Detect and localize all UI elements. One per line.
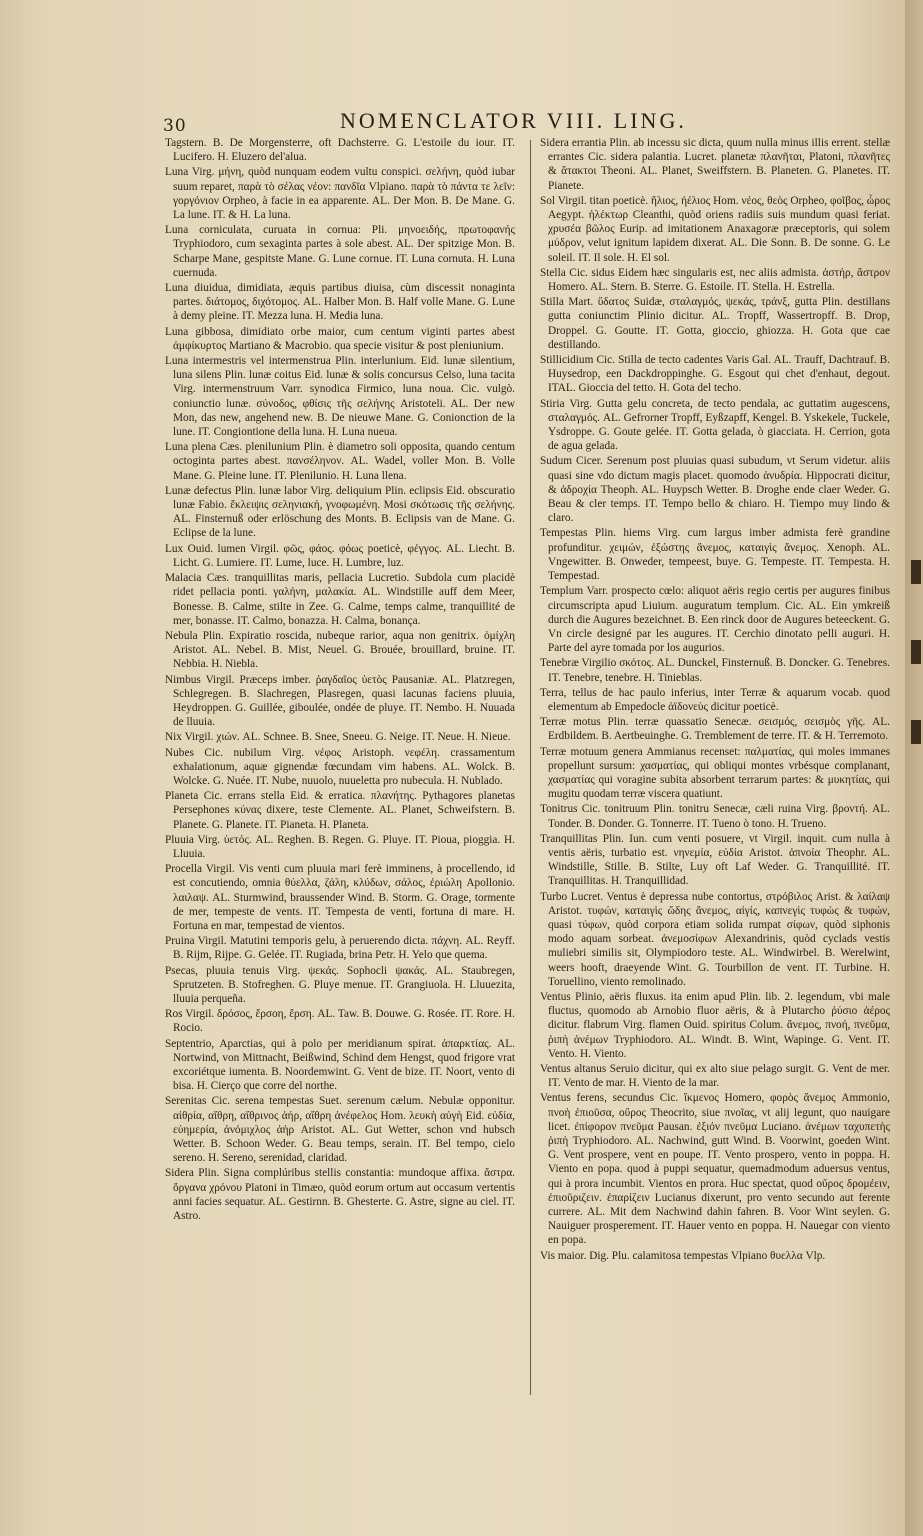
right-entry: Stella Cic. sidus Eidem hæc singularis est, nec aliis admista. ἀστήρ, ἄστρον Homero. AL. Stern. B. Sterre. G. Estoile. IT. Stella. H. Estrella. bbox=[540, 266, 890, 294]
left-entry: Luna intermestris vel intermenstrua Plin. interlunium. Eid. lunæ silentium, luna silens Plin. lunæ coitus Eid. lunæ & solis concursus Celso, luna tacita Virg. intermenstruum Varr. synodica Firmico, luna noua. Cic. vulgò. coniunctio lunæ. σύνοδος, φθίσις τῆς σελήνης Aristoteli. AL. Der new Mon, das new, angehend new. B. De nieuwe Mane. G. Conionction de la lune. IT. Congiontione della luna. H. Luna nueua. bbox=[165, 355, 515, 439]
right-entry: Stiria Virg. Gutta gelu concreta, de tecto pendala, ac guttatim augescens, σταλαγμός. AL. Gefrorner Tropff, Eyßzapff, Kengel. B. Yskekele, Tuckele, Ysdroppe. G. Goute gelée. IT. Gotta gelada, ò giacciata. H. Cerrion, gota de agua gelada. bbox=[540, 397, 890, 453]
left-entry: Nubes Cic. nubilum Virg. νέφος Aristoph. νεφέλη. crassamentum exhalationum, aquæ gignendæ fœcundam vim habens. AL. Wolck. B. Wolcke. G. Nuée. IT. Nube, nuuolo, nuueletta pro nubecula. H. Nublado. bbox=[165, 746, 515, 787]
left-entry: Pruina Virgil. Matutini temporis gelu, à peruerendo dicta. πάχνη. AL. Reyff. B. Rijm, Rijpe. G. Gelée. IT. Rugiada, brina Petr. H. Yelo que quema. bbox=[165, 935, 515, 962]
right-entry: Stilla Mart. ὕδατος Suidæ, σταλαγμός, ψεκάς, τράνξ, gutta Plin. destillans gutta coniunctim Plinio dicitur. AL. Tropff, Wassertropff. B. Drop, Droppel. G. Goutte. IT. Gotta, gioccio, ghiozza. H. Gota que cae destillando. bbox=[540, 296, 890, 351]
left-entry: Malacia Cæs. tranquillitas maris, pellacia Lucretio. Subdola cum placidè ridet pellacia ponti. γαλήνη, μαλακία. AL. Windstille auff dem Meer, Bonesse. B. Calme, stilte in Zee. G. Calme, temps calme, tranquillité de mer, bonasse. IT. Calmo, bonazza. H. Calma, bonança. bbox=[165, 572, 515, 627]
facing-page-letter bbox=[911, 560, 921, 584]
left-entry: Sidera Plin. Signa complúribus stellis constantia: mundoque affixa. ἄστρα. ὄργανα χρόνου Platoni in Timæo, quòd eorum ortum aut occasum vertentis anni facies sequatur. AL. Gestirnn. B. Ghesterte. G. Astre, signe au ciel. IT. Astro. bbox=[165, 1167, 515, 1223]
page-number: 30 bbox=[163, 116, 187, 136]
left-entry: Nimbus Virgil. Præceps imber. ῥαγδαῖος ὑετὸς Pausaniæ. AL. Platzregen, Schlegregen. B. Slachregen, Plasregen, quasi lacunas faciens pluuia, Heydroppen. G. Guillée, giboulée, ondée de pluye. IT. Nembo. H. Nuuada de lluuia. bbox=[165, 673, 515, 729]
facing-page-edge bbox=[905, 0, 923, 1536]
right-entry: Ventus Plinio, aëris fluxus. ita enim apud Plin. lib. 2. legendum, vbi male fluctus, quomodo ab Arnobio fluor aëris, & à Plutarcho ῥύσιο ἀέρος dicitur. flabrum Virg. flamen Ouid. spiritus Colum. ἄνεμος, πνοή, πνεῦμα, ῥιπὴ ἀνέμων Tryphiodoro. AL. Windt. B. Wint, Wapinge. G. Vent. IT. Vento. H. Viento. bbox=[540, 990, 890, 1060]
right-entry: Terræ motus Plin. terræ quassatio Senecæ. σεισμός, σεισμὸς γῆς. AL. Erdbildem. B. Aertbeuinghe. G. Tremblement de terre. IT. & H. Terremoto. bbox=[540, 716, 890, 743]
left-entry: Psecas, pluuia tenuis Virg. ψεκάς. Sophocli ψακάς. AL. Staubregen, Sprutzeten. B. Stofreghen. G. Pluye menue. IT. Grangiuola. H. Lluuezita, lluuia perqueña. bbox=[165, 964, 515, 1005]
right-entry: Sidera errantia Plin. ab incessu sic dicta, quum nulla minus illis errent. stellæ errantes Cic. sidera palantia. Lucret. planetæ πλανῆται, Platoni, πλανῆτες & ἄτακτοι Theoni. AL. Planet, Sweiffstern. B. Planeten. G. Planetes. IT. Pianete. bbox=[540, 137, 890, 192]
right-entry: Vis maior. Dig. Plu. calamitosa tempestas Vlpiano θυελλα Vlp. bbox=[540, 1249, 826, 1262]
left-entry: Nix Virgil. χιών. AL. Schnee. B. Snee, Sneeu. G. Neige. IT. Neue. H. Nieue. bbox=[165, 731, 511, 744]
left-entry: Luna plena Cæs. plenilunium Plin. è diametro soli opposita, quando centum octoginta partes abest. πανσέληνον. AL. Wadel, voller Mon. B. Volle Mane. G. Pleine lune. IT. Plenilunio. H. Luna llena. bbox=[165, 441, 515, 482]
left-entry: Tagstern. B. De Morgensterre, oft Dachsterre. G. L'estoile du iour. IT. Lucifero. H. Eluzero del'alua. bbox=[165, 137, 515, 164]
right-entry: Terra, tellus de hac paulo inferius, inter Terræ & aquarum vocab. quod elementum ab Empedocle ἀϊδονεὺς dicitur poeticè. bbox=[540, 686, 890, 713]
facing-page-letter bbox=[911, 640, 921, 664]
right-entry: Terræ motuum genera Ammianus recenset: παλματίας, qui moles immanes propellunt sursum: χασματίας, qui obliqui montes vrbésque complanant, χασματίας qui voragine subita absorbent terrarum partes: & μυκητίας, qui mugitu quodam terræ viscera quatiunt. bbox=[540, 745, 890, 801]
left-column bbox=[165, 136, 515, 1224]
right-entry: Tranquillitas Plin. Iun. cum venti posuere, vt Virgil. inquit. cum nulla à ventis aëris, turbatio est. νηνεμία, εὐδία Aristot. ἀπνοία Theophr. AL. Windstille, Stille. B. Stilte, Luy oft Laf Weder. G. Tranquillité. IT. Tranquillitas. H. Tranquillidad. bbox=[540, 832, 890, 888]
right-column bbox=[540, 136, 890, 1264]
left-entry: Ros Virgil. δρόσος, ἔρσοη, ἔρση. AL. Taw. B. Douwe. G. Rosée. IT. Rore. H. Rocio. bbox=[165, 1008, 515, 1035]
right-entry: Sudum Cicer. Serenum post pluuias quasi subudum, vt Serum videtur. aliis quasi sine vdo dictum magis placet. quomodo ἀνυδρία. Hippocrati dicitur, & ἀδροχία Theoph. AL. Huypsch Wetter. B. Droghe ende claer Weder. G. Beau & cler temps. IT. Tempo bello & chiaro. H. Tiempo muy lindo & claro. bbox=[540, 455, 890, 525]
right-entry: Tenebræ Virgilio σκότος. AL. Dunckel, Finsternuß. B. Doncker. G. Tenebres. IT. Tenebre, tenebre. H. Tinieblas. bbox=[540, 657, 890, 684]
column-divider bbox=[530, 140, 531, 1395]
right-entry: Templum Varr. prospecto cœlo: aliquot aëris regio certis per augures finibus circumscripta apud Liuium. auguratum templum. Cic. AL. Ein ymkreiß durch die Augures bezeichnet. B. Een rinck door de Augures beteeckent. G. Vn circle designé par les augures. IT. Cerchio dinotato pelli auguri. H. Parte del ayre tomada por los augurios. bbox=[540, 585, 890, 655]
right-entry: Tempestas Plin. hiems Virg. cum largus imber admista ferè grandine profunditur. χειμών, ἐξώστης ἄνεμος, καταιγὶς ἄνεμος. Xenoph. AL. Vngewitter. B. Onweder, tempeest, buye. G. Tempeste. IT. Tempesta. H. Tempestad. bbox=[540, 527, 890, 583]
left-entry: Nebula Plin. Expiratio roscida, nubeque rarior, aqua non genitrix. ὀμίχλη Aristot. AL. Nebel. B. Mist, Neuel. G. Brouée, brouillard, bruine. IT. Nebbia. H. Niebla. bbox=[165, 629, 515, 671]
left-entry: Serenitas Cic. serena tempestas Suet. serenum cælum. Nebulæ opponitur. αἰθρία, αἴθρη, αἴθρινος ἀήρ, αἴθρη ἀνέφελος Hom. λευκὴ αὐγὴ Eid. εὐδία, εὐημερία, ἀνόμιχλος ἀὴρ Aristot. AL. Gut Wetter, schon vnd hubsch Wetter. B. Schoon Weder. G. Beau temps, serain. IT. Bel tempo, cielo sereno. H. Sereno, serenidad, claridad. bbox=[165, 1095, 515, 1165]
left-entry: Luna Virg. μήνη, quòd nunquam eodem vultu conspici. σελήνη, quòd iubar suum reparet, παρὰ τὸ σέλας νέον: πανδῖα Vlpiano. παρὰ τὸ πάντα τε λεῖν: γοργόνιον Orpheo, à facie in ea apparente. AL. Der Mon. B. De Mane. G. La lune. IT. & H. La luna. bbox=[165, 166, 515, 222]
running-head-title: NOMENCLATOR VIII. LING. bbox=[340, 108, 687, 133]
left-entry: Lux Ouid. lumen Virgil. φῶς, φάος. φόως poeticè, φέγγος. AL. Liecht. B. Licht. G. Lumiere. IT. Lume, luce. H. Lumbre, luz. bbox=[165, 542, 515, 569]
facing-page-letter bbox=[911, 720, 921, 744]
right-entry: Stillicidium Cic. Stilla de tecto cadentes Varis Gal. AL. Trauff, Dachtrauf. B. Huysedrop, een Dackdroppinghe. G. Esgout qui chet d'enhaut, degout. ITAL. Gioccia del tetto. H. Gota del techo. bbox=[540, 354, 890, 395]
right-entry: Ventus altanus Seruio dicitur, qui ex alto siue pelago surgit. G. Vent de mer. IT. Vento de mar. H. Viento de la mar. bbox=[540, 1063, 890, 1090]
right-entry: Turbo Lucret. Ventus è depressa nube contortus, στρόβιλος Arist. & λαίλαψ Aristot. τυφών, καταιγὶς ὥδης ἄνεμος, αἰγίς, καπνεγὶς τυφὼς & τυφών, quasi τύφων, quòd corpora etiam solida rumpat σίφων, quòd siphonis modo aquam sorbeat. ἀνεμοσίφων Alexandrinis, quòd cyclads vestis muliebri similis sit, Olympiodoro teste. AL. Windwirbel. B. Werelwint, weers hooft, draeyende Wint. G. Tourbillon de vent. IT. Turbine. H. Toruellino, viento remolinado. bbox=[540, 890, 890, 988]
left-entry: Pluuia Virg. ὑετός. AL. Reghen. B. Regen. G. Pluye. IT. Pioua, pioggia. H. Lluuia. bbox=[165, 833, 515, 860]
right-entry: Tonitrus Cic. tonitruum Plin. tonitru Senecæ, cæli ruina Virg. βροντή. AL. Tonder. B. Donder. G. Tonnerre. IT. Tueno ò tono. H. Trueno. bbox=[540, 803, 890, 830]
right-entry: Ventus ferens, secundus Cic. ἴκμενος Homero, φορὸς ἄνεμος Ammonio, πνοὴ ἐπιοῦσα, οὔρος Theocrito, siue πνοῖας, vt alij legunt, quo nauigare licet. ἐπίφορον πνεῦμα Pausan. ἐξιόν πνεῦμα Luciano. ἀνέμων ταχυπετὴς ῥιπὴ Tryphiodoro. AL. Nachwind, gutt Wind. B. Voorwint, goeden Wint. G. Vent prospere, vent en poupe. IT. Vento prospero, vento in poppa. H. Viento en popa. quod à puppi sequatur, quemadmodum aduersus ventus, qui à prora incumbit. Vientos en prora. Huc spectat, quod οὔρος δρομέειν, ἐπιοῦριζειν. ἐπαρίζειν Lucianus dixerunt, pro vento secundo aut ferente currere. AL. Mit dem Nachwind dahin fahren. B. Voor Wint seylen. G. Nauiguer prosperement. IT. Hauer vento en poppa. H. Nauegar con viento en popa. bbox=[540, 1092, 890, 1247]
left-entry: Luna corniculata, curuata in cornua: Pli. μηνοειδής, πρωτοφανής Tryphiodoro, cum sexaginta partes à sole abest. AL. Der spitzige Mon. B. Scharpe Mane, gespitste Mane. G. Lune cornue. IT. Luna cornuta. H. Luna cuernuda. bbox=[165, 224, 515, 279]
left-entry: Luna gibbosa, dimidiato orbe maior, cum centum viginti partes abest ἀμφίκυρτος Martiano & Macrobio. qua specie visitur & post pleniunium. bbox=[165, 325, 515, 352]
left-entry: Lunæ defectus Plin. lunæ labor Virg. deliquium Plin. eclipsis Eid. obscuratio lunæ Fabio. ἔκλειψις σεληνιακή, γνοφωμένη. Mosi σκότωσις τῆς σελήνης. AL. Finsternuß oder erlöschung des Monts. B. Eclipsis van de Mane. G. Eclipse de la lune. bbox=[165, 484, 515, 540]
right-entry: Sol Virgil. titan poeticè. ἥλιος, ἠέλιος Hom. νέος, θεὸς Orpheo, φοῖβος, ὧρος Aegypt. ἠλέκτωρ Cleanthi, quòd oriens radiis suis mundum quasi feriat. χρυσέα βῶλος Eurip. ad imitationem Anaxagoræ præceptoris, qui solem μύδρον, velut ignitum lapidem dixerat. AL. Die Sonn. B. De sonne. G. Le soleil. IT. Il sole. H. El sol. bbox=[540, 194, 890, 264]
left-entry: Luna diuidua, dimidiata, æquis partibus diuisa, cùm discessit nonaginta partes. διάτομος, διχότομος. AL. Halber Mon. B. Half volle Mane. G. Lune à demy pleine. IT. Mezza luna. H. Media luna. bbox=[165, 282, 515, 323]
left-entry: Planeta Cic. errans stella Eid. & erratica. πλανήτης. Pythagores planetas Persephones κύνας dixere, teste Clemente. AL. Planet, Schweifstern. B. Planete. G. Planete. IT. Pianeta. H. Planeta. bbox=[165, 790, 515, 831]
left-entry: Procella Virgil. Vis venti cum pluuia mari ferè imminens, à procellendo, id est concutiendo, omnia θύελλα, ζάλη, κλύδων, σάλος, ἐριώλη Apollonio. λαιλαψ. AL. Sturmwind, braussender Wind. B. Storm. G. Orage, tormente de mer, tempeste de vents. IT. Tempesta de venti, fortuna di mare. H. Fortuna en mar, tempestad de vientos. bbox=[165, 863, 515, 932]
left-entry: Septentrio, Aparctias, qui à polo per meridianum spirat. ἀπαρκτίας. AL. Nortwind, von Mittnacht, Beißwind, Schind dem Hengst, quod frigore vrat excoriétque iumenta. B. Noordemwint. G. Vent de bize. IT. Noort, vento di bisa. H. Cierço que corre del northe. bbox=[165, 1037, 515, 1093]
